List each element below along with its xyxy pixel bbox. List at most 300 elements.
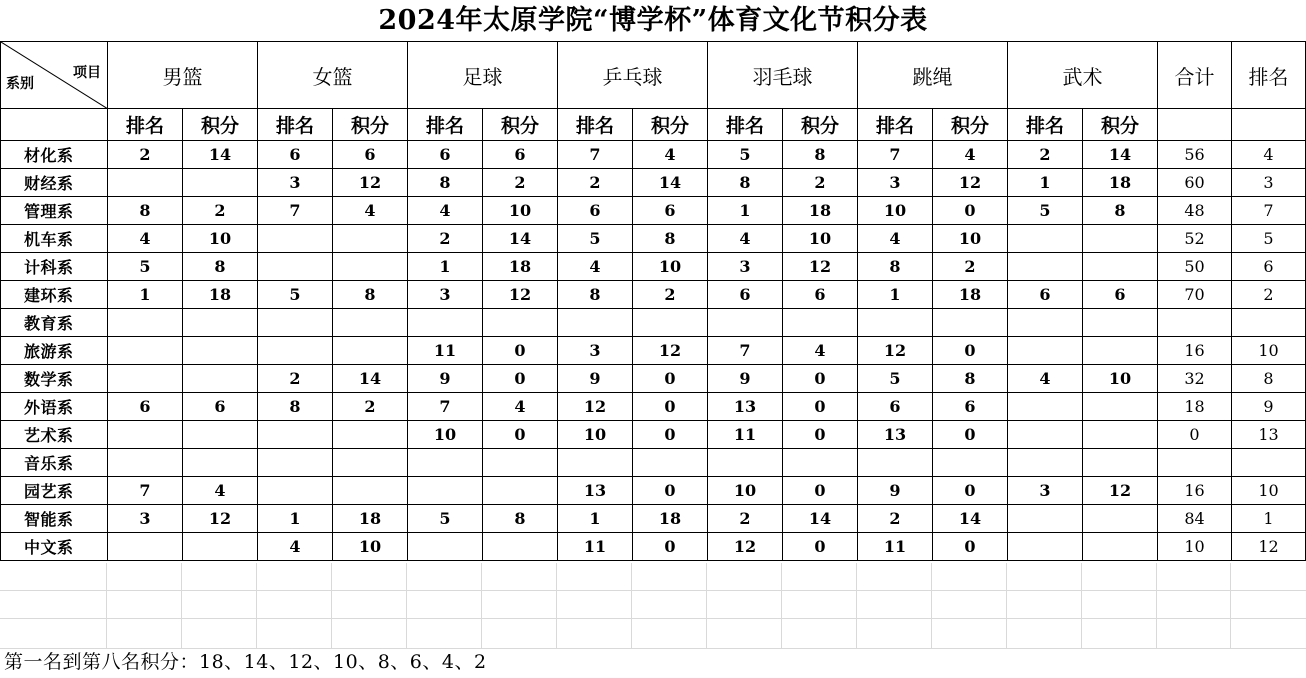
table-row bbox=[1, 281, 1306, 309]
sport-rank-cell[interactable] bbox=[108, 533, 183, 561]
total-cell[interactable]: 70 bbox=[1158, 281, 1232, 309]
dept-name-cell[interactable]: 外语系 bbox=[1, 393, 108, 421]
sport-rank-cell[interactable]: 12 bbox=[708, 533, 783, 561]
sport-score-cell[interactable]: 12 bbox=[783, 253, 858, 281]
sport-rank-cell[interactable]: 3 bbox=[558, 337, 633, 365]
sport-rank-cell[interactable]: 10 bbox=[858, 197, 933, 225]
sport-score-cell[interactable]: 0 bbox=[633, 533, 708, 561]
sport-score-cell[interactable]: 8 bbox=[483, 505, 558, 533]
sport-rank-cell[interactable]: 3 bbox=[858, 169, 933, 197]
sport-score-cell[interactable]: 8 bbox=[633, 225, 708, 253]
subheader-score[interactable]: 积分 bbox=[333, 109, 408, 141]
sport-score-cell[interactable]: 0 bbox=[633, 365, 708, 393]
sport-rank-cell[interactable]: 8 bbox=[108, 197, 183, 225]
corner-dept-label: 系别 bbox=[6, 76, 34, 92]
dept-name-cell[interactable]: 教育系 bbox=[1, 309, 108, 337]
table-row bbox=[1, 197, 1306, 225]
sport-score-cell[interactable]: 2 bbox=[333, 393, 408, 421]
sport-score-cell[interactable]: 4 bbox=[333, 197, 408, 225]
sport-rank-cell[interactable]: 13 bbox=[858, 421, 933, 449]
sport-score-cell[interactable] bbox=[333, 225, 408, 253]
total-cell[interactable]: 32 bbox=[1158, 365, 1232, 393]
sport-rank-cell[interactable]: 5 bbox=[258, 281, 333, 309]
sport-rank-cell[interactable]: 5 bbox=[408, 505, 483, 533]
sport-score-cell[interactable] bbox=[333, 421, 408, 449]
sport-score-cell[interactable]: 12 bbox=[333, 169, 408, 197]
dept-name-cell[interactable]: 艺术系 bbox=[1, 421, 108, 449]
sport-rank-cell[interactable]: 4 bbox=[558, 253, 633, 281]
sport-rank-cell[interactable] bbox=[258, 421, 333, 449]
sport-rank-cell[interactable]: 11 bbox=[858, 533, 933, 561]
table-row bbox=[1, 337, 1306, 365]
sport-rank-cell[interactable]: 4 bbox=[408, 197, 483, 225]
sport-score-cell[interactable]: 8 bbox=[183, 253, 258, 281]
dept-name-cell[interactable]: 中文系 bbox=[1, 533, 108, 561]
sport-score-cell[interactable] bbox=[483, 309, 558, 337]
sport-rank-cell[interactable]: 7 bbox=[258, 197, 333, 225]
sport-score-cell[interactable]: 0 bbox=[633, 421, 708, 449]
sport-score-cell[interactable] bbox=[633, 449, 708, 477]
sport-score-cell[interactable]: 14 bbox=[783, 505, 858, 533]
sport-rank-cell[interactable]: 4 bbox=[1008, 365, 1083, 393]
sport-rank-cell[interactable] bbox=[108, 365, 183, 393]
rank-cell[interactable]: 1 bbox=[1232, 505, 1306, 533]
sport-rank-cell[interactable]: 7 bbox=[708, 337, 783, 365]
sheet-title: 2024年太原学院“博学杯”体育文化节积分表 bbox=[378, 5, 928, 36]
subheader-rank[interactable]: 排名 bbox=[108, 109, 183, 141]
sport-rank-cell[interactable]: 12 bbox=[858, 337, 933, 365]
sport-rank-cell[interactable] bbox=[408, 477, 483, 505]
sport-score-cell[interactable]: 0 bbox=[783, 477, 858, 505]
total-cell[interactable]: 16 bbox=[1158, 477, 1232, 505]
dept-name-cell[interactable]: 材化系 bbox=[1, 141, 108, 169]
rank-cell[interactable]: 8 bbox=[1232, 365, 1306, 393]
sport-rank-cell[interactable] bbox=[108, 309, 183, 337]
sport-score-cell[interactable]: 0 bbox=[783, 421, 858, 449]
rank-cell[interactable] bbox=[1232, 449, 1306, 477]
sport-rank-cell[interactable]: 1 bbox=[1008, 169, 1083, 197]
sport-rank-cell[interactable] bbox=[1008, 253, 1083, 281]
sport-score-cell[interactable]: 0 bbox=[633, 477, 708, 505]
dept-name-cell[interactable]: 数学系 bbox=[1, 365, 108, 393]
sport-score-cell[interactable]: 4 bbox=[633, 141, 708, 169]
sport-score-cell[interactable]: 2 bbox=[933, 253, 1008, 281]
sport-rank-cell[interactable]: 10 bbox=[408, 421, 483, 449]
sport-score-cell[interactable]: 10 bbox=[483, 197, 558, 225]
sport-score-cell[interactable]: 14 bbox=[483, 225, 558, 253]
sport-header-martial-arts[interactable]: 武术 bbox=[1008, 42, 1158, 109]
sport-score-cell[interactable] bbox=[183, 365, 258, 393]
total-cell[interactable]: 84 bbox=[1158, 505, 1232, 533]
sport-rank-cell[interactable]: 2 bbox=[408, 225, 483, 253]
sport-rank-cell[interactable]: 6 bbox=[558, 197, 633, 225]
sport-score-cell[interactable] bbox=[183, 337, 258, 365]
table-row bbox=[1, 477, 1306, 505]
score-table bbox=[0, 41, 1306, 561]
subheader-rank[interactable]: 排名 bbox=[558, 109, 633, 141]
rank-cell[interactable]: 2 bbox=[1232, 281, 1306, 309]
rank-cell[interactable]: 6 bbox=[1232, 253, 1306, 281]
sport-rank-cell[interactable]: 2 bbox=[858, 505, 933, 533]
sport-score-cell[interactable]: 0 bbox=[933, 337, 1008, 365]
sport-rank-cell[interactable]: 9 bbox=[708, 365, 783, 393]
sport-rank-cell[interactable]: 12 bbox=[558, 393, 633, 421]
table-row bbox=[1, 253, 1306, 281]
rank-cell[interactable]: 5 bbox=[1232, 225, 1306, 253]
sport-score-cell[interactable] bbox=[1083, 337, 1158, 365]
sport-score-cell[interactable]: 12 bbox=[483, 281, 558, 309]
sport-score-cell[interactable] bbox=[483, 477, 558, 505]
sport-score-cell[interactable]: 10 bbox=[633, 253, 708, 281]
sport-score-cell[interactable]: 8 bbox=[933, 365, 1008, 393]
sport-rank-cell[interactable] bbox=[1008, 309, 1083, 337]
sport-rank-cell[interactable]: 5 bbox=[708, 141, 783, 169]
sport-score-cell[interactable] bbox=[183, 421, 258, 449]
sport-rank-cell[interactable]: 1 bbox=[408, 253, 483, 281]
rank-cell[interactable]: 12 bbox=[1232, 533, 1306, 561]
table-row bbox=[1, 365, 1306, 393]
sport-score-cell[interactable] bbox=[1083, 309, 1158, 337]
subheader-rank[interactable]: 排名 bbox=[858, 109, 933, 141]
sport-header-football[interactable]: 足球 bbox=[408, 42, 558, 109]
sport-rank-cell[interactable]: 2 bbox=[108, 141, 183, 169]
sport-score-cell[interactable] bbox=[783, 309, 858, 337]
sport-rank-cell[interactable]: 7 bbox=[558, 141, 633, 169]
sport-score-cell[interactable] bbox=[1083, 533, 1158, 561]
total-cell[interactable]: 56 bbox=[1158, 141, 1232, 169]
sport-score-cell[interactable]: 0 bbox=[483, 365, 558, 393]
sport-score-cell[interactable]: 0 bbox=[483, 337, 558, 365]
sport-score-cell[interactable]: 8 bbox=[1083, 197, 1158, 225]
sport-score-cell[interactable]: 2 bbox=[783, 169, 858, 197]
sport-rank-cell[interactable] bbox=[108, 337, 183, 365]
dept-name-cell[interactable]: 机车系 bbox=[1, 225, 108, 253]
total-cell[interactable]: 0 bbox=[1158, 421, 1232, 449]
dept-name-cell[interactable]: 计科系 bbox=[1, 253, 108, 281]
subheader-empty-cell[interactable] bbox=[1158, 109, 1232, 141]
sport-rank-cell[interactable]: 11 bbox=[558, 533, 633, 561]
sport-rank-cell[interactable]: 3 bbox=[1008, 477, 1083, 505]
sport-rank-cell[interactable]: 6 bbox=[1008, 281, 1083, 309]
sport-rank-cell[interactable]: 2 bbox=[258, 365, 333, 393]
rank-cell[interactable]: 10 bbox=[1232, 477, 1306, 505]
sport-rank-cell[interactable]: 4 bbox=[708, 225, 783, 253]
sport-score-cell[interactable] bbox=[1083, 505, 1158, 533]
sport-score-cell[interactable]: 4 bbox=[783, 337, 858, 365]
sport-rank-cell[interactable] bbox=[1008, 505, 1083, 533]
sport-score-cell[interactable] bbox=[933, 309, 1008, 337]
sport-rank-cell[interactable] bbox=[1008, 393, 1083, 421]
sport-rank-cell[interactable] bbox=[108, 449, 183, 477]
sport-score-cell[interactable]: 0 bbox=[783, 533, 858, 561]
sport-rank-cell[interactable] bbox=[408, 533, 483, 561]
table-row bbox=[1, 309, 1306, 337]
sport-rank-cell[interactable]: 11 bbox=[708, 421, 783, 449]
sport-rank-cell[interactable]: 3 bbox=[108, 505, 183, 533]
sport-rank-cell[interactable]: 3 bbox=[708, 253, 783, 281]
sport-rank-cell[interactable]: 11 bbox=[408, 337, 483, 365]
sport-score-cell[interactable] bbox=[183, 449, 258, 477]
sport-score-cell[interactable]: 0 bbox=[933, 477, 1008, 505]
rank-cell[interactable] bbox=[1232, 309, 1306, 337]
sport-rank-cell[interactable]: 8 bbox=[558, 281, 633, 309]
sport-score-cell[interactable] bbox=[483, 533, 558, 561]
rank-cell[interactable]: 4 bbox=[1232, 141, 1306, 169]
corner-header-cell[interactable] bbox=[1, 42, 108, 109]
sport-rank-cell[interactable]: 9 bbox=[858, 477, 933, 505]
sport-rank-cell[interactable]: 6 bbox=[858, 393, 933, 421]
table-row bbox=[1, 449, 1306, 477]
sport-rank-cell[interactable]: 1 bbox=[708, 197, 783, 225]
sport-rank-cell[interactable] bbox=[258, 309, 333, 337]
sport-score-cell[interactable] bbox=[933, 449, 1008, 477]
total-cell[interactable]: 60 bbox=[1158, 169, 1232, 197]
subheader-empty-cell[interactable] bbox=[1, 109, 108, 141]
sport-rank-cell[interactable]: 8 bbox=[408, 169, 483, 197]
sport-rank-cell[interactable]: 2 bbox=[708, 505, 783, 533]
sport-rank-cell[interactable] bbox=[108, 421, 183, 449]
sport-score-cell[interactable]: 10 bbox=[183, 225, 258, 253]
sport-rank-cell[interactable]: 5 bbox=[858, 365, 933, 393]
total-cell[interactable]: 52 bbox=[1158, 225, 1232, 253]
sport-header-badminton[interactable]: 羽毛球 bbox=[708, 42, 858, 109]
sport-score-cell[interactable]: 6 bbox=[633, 197, 708, 225]
dept-name-cell[interactable]: 园艺系 bbox=[1, 477, 108, 505]
sport-score-cell[interactable] bbox=[1083, 393, 1158, 421]
scoring-footnote: 第一名到第八名积分：18、14、12、10、8、6、4、2 bbox=[4, 651, 487, 673]
sport-score-cell[interactable] bbox=[183, 309, 258, 337]
rank-cell[interactable]: 7 bbox=[1232, 197, 1306, 225]
subheader-score[interactable]: 积分 bbox=[483, 109, 558, 141]
sport-score-cell[interactable]: 14 bbox=[333, 365, 408, 393]
sport-score-cell[interactable]: 0 bbox=[783, 393, 858, 421]
sport-rank-cell[interactable]: 8 bbox=[708, 169, 783, 197]
sport-score-cell[interactable]: 18 bbox=[333, 505, 408, 533]
sport-rank-cell[interactable]: 5 bbox=[108, 253, 183, 281]
total-cell[interactable] bbox=[1158, 309, 1232, 337]
sport-score-cell[interactable]: 8 bbox=[783, 141, 858, 169]
sport-score-cell[interactable]: 0 bbox=[633, 393, 708, 421]
sport-rank-cell[interactable] bbox=[408, 309, 483, 337]
sport-rank-cell[interactable] bbox=[258, 253, 333, 281]
sport-score-cell[interactable]: 0 bbox=[483, 421, 558, 449]
sport-rank-cell[interactable]: 1 bbox=[558, 505, 633, 533]
total-cell[interactable]: 18 bbox=[1158, 393, 1232, 421]
sport-score-cell[interactable]: 12 bbox=[183, 505, 258, 533]
sport-rank-cell[interactable]: 4 bbox=[858, 225, 933, 253]
sport-score-cell[interactable]: 14 bbox=[633, 169, 708, 197]
subheader-empty-cell[interactable] bbox=[1232, 109, 1306, 141]
sport-rank-cell[interactable]: 13 bbox=[708, 393, 783, 421]
sport-score-cell[interactable] bbox=[333, 449, 408, 477]
sport-rank-cell[interactable]: 1 bbox=[858, 281, 933, 309]
sport-rank-cell[interactable]: 2 bbox=[1008, 141, 1083, 169]
dept-name-cell[interactable]: 建环系 bbox=[1, 281, 108, 309]
table-row bbox=[1, 421, 1306, 449]
sport-rank-cell[interactable]: 8 bbox=[258, 393, 333, 421]
table-row bbox=[1, 393, 1306, 421]
sport-rank-cell[interactable] bbox=[1008, 421, 1083, 449]
dept-name-cell[interactable]: 音乐系 bbox=[1, 449, 108, 477]
rank-header[interactable]: 排名 bbox=[1232, 42, 1306, 109]
sport-score-cell[interactable]: 12 bbox=[933, 169, 1008, 197]
sport-rank-cell[interactable]: 1 bbox=[258, 505, 333, 533]
sport-score-cell[interactable]: 6 bbox=[783, 281, 858, 309]
sport-score-cell[interactable]: 2 bbox=[483, 169, 558, 197]
sport-score-cell[interactable]: 8 bbox=[333, 281, 408, 309]
sport-score-cell[interactable]: 10 bbox=[333, 533, 408, 561]
sport-rank-cell[interactable]: 7 bbox=[858, 141, 933, 169]
sport-rank-cell[interactable]: 1 bbox=[108, 281, 183, 309]
sport-rank-cell[interactable] bbox=[258, 225, 333, 253]
sport-rank-cell[interactable] bbox=[1008, 449, 1083, 477]
subheader-score[interactable]: 积分 bbox=[633, 109, 708, 141]
subheader-score[interactable]: 积分 bbox=[183, 109, 258, 141]
sport-rank-cell[interactable]: 13 bbox=[558, 477, 633, 505]
sport-score-cell[interactable] bbox=[1083, 253, 1158, 281]
sport-rank-cell[interactable]: 6 bbox=[708, 281, 783, 309]
dept-name-cell[interactable]: 智能系 bbox=[1, 505, 108, 533]
total-cell[interactable]: 48 bbox=[1158, 197, 1232, 225]
sport-rank-cell[interactable]: 4 bbox=[258, 533, 333, 561]
sport-rank-cell[interactable]: 8 bbox=[858, 253, 933, 281]
sport-score-cell[interactable] bbox=[183, 169, 258, 197]
sport-rank-cell[interactable] bbox=[258, 337, 333, 365]
sport-score-cell[interactable]: 6 bbox=[183, 393, 258, 421]
sport-score-cell[interactable]: 14 bbox=[1083, 141, 1158, 169]
sport-rank-cell[interactable] bbox=[1008, 337, 1083, 365]
total-cell[interactable]: 10 bbox=[1158, 533, 1232, 561]
sport-score-cell[interactable]: 6 bbox=[933, 393, 1008, 421]
sport-score-cell[interactable] bbox=[1083, 449, 1158, 477]
table-row bbox=[1, 533, 1306, 561]
table-row bbox=[1, 505, 1306, 533]
dept-name-cell[interactable]: 旅游系 bbox=[1, 337, 108, 365]
sport-rank-cell[interactable] bbox=[708, 449, 783, 477]
sport-score-cell[interactable]: 0 bbox=[933, 533, 1008, 561]
sport-rank-cell[interactable] bbox=[708, 309, 783, 337]
dept-name-cell[interactable]: 财经系 bbox=[1, 169, 108, 197]
sport-score-cell[interactable] bbox=[183, 533, 258, 561]
sport-rank-cell[interactable] bbox=[108, 169, 183, 197]
sport-rank-cell[interactable]: 4 bbox=[108, 225, 183, 253]
sport-score-cell[interactable] bbox=[333, 309, 408, 337]
subheader-rank[interactable]: 排名 bbox=[708, 109, 783, 141]
subheader-rank[interactable]: 排名 bbox=[1008, 109, 1083, 141]
sport-score-cell[interactable] bbox=[333, 477, 408, 505]
rank-cell[interactable]: 10 bbox=[1232, 337, 1306, 365]
sport-rank-cell[interactable]: 3 bbox=[408, 281, 483, 309]
sport-score-cell[interactable]: 18 bbox=[783, 197, 858, 225]
sport-rank-cell[interactable]: 9 bbox=[408, 365, 483, 393]
sport-rank-cell[interactable]: 6 bbox=[258, 141, 333, 169]
sport-rank-cell[interactable]: 9 bbox=[558, 365, 633, 393]
sport-score-cell[interactable]: 0 bbox=[783, 365, 858, 393]
sport-score-cell[interactable]: 10 bbox=[1083, 365, 1158, 393]
dept-name-cell[interactable]: 管理系 bbox=[1, 197, 108, 225]
sport-rank-cell[interactable] bbox=[558, 309, 633, 337]
sport-rank-cell[interactable] bbox=[408, 449, 483, 477]
subheader-score[interactable]: 积分 bbox=[1083, 109, 1158, 141]
empty-grid-area bbox=[0, 563, 1306, 649]
sport-score-cell[interactable]: 14 bbox=[183, 141, 258, 169]
sport-header-table-tennis[interactable]: 乒乓球 bbox=[558, 42, 708, 109]
sport-score-cell[interactable]: 4 bbox=[933, 141, 1008, 169]
sport-score-cell[interactable]: 2 bbox=[183, 197, 258, 225]
sport-score-cell[interactable]: 18 bbox=[633, 505, 708, 533]
sport-score-cell[interactable]: 2 bbox=[633, 281, 708, 309]
sport-score-cell[interactable] bbox=[483, 449, 558, 477]
sport-rank-cell[interactable] bbox=[858, 449, 933, 477]
corner-item-label: 项目 bbox=[73, 65, 101, 81]
sport-rank-cell[interactable]: 6 bbox=[108, 393, 183, 421]
sport-header-men-basketball[interactable]: 男篮 bbox=[108, 42, 258, 109]
subheader-score[interactable]: 积分 bbox=[783, 109, 858, 141]
sport-score-cell[interactable]: 12 bbox=[633, 337, 708, 365]
sport-rank-cell[interactable]: 2 bbox=[558, 169, 633, 197]
rank-cell[interactable]: 13 bbox=[1232, 421, 1306, 449]
sport-rank-cell[interactable]: 7 bbox=[108, 477, 183, 505]
sport-score-cell[interactable]: 6 bbox=[333, 141, 408, 169]
sport-score-cell[interactable]: 12 bbox=[1083, 477, 1158, 505]
sport-score-cell[interactable]: 6 bbox=[1083, 281, 1158, 309]
sport-score-cell[interactable] bbox=[1083, 225, 1158, 253]
sport-rank-cell[interactable]: 10 bbox=[708, 477, 783, 505]
sport-score-cell[interactable]: 4 bbox=[183, 477, 258, 505]
sport-score-cell[interactable]: 18 bbox=[483, 253, 558, 281]
subheader-rank[interactable]: 排名 bbox=[408, 109, 483, 141]
sport-rank-cell[interactable]: 3 bbox=[258, 169, 333, 197]
rank-cell[interactable]: 9 bbox=[1232, 393, 1306, 421]
sport-score-cell[interactable] bbox=[333, 253, 408, 281]
sport-header-women-basketball[interactable]: 女篮 bbox=[258, 42, 408, 109]
subheader-rank[interactable]: 排名 bbox=[258, 109, 333, 141]
subheader-score[interactable]: 积分 bbox=[933, 109, 1008, 141]
total-header[interactable]: 合计 bbox=[1158, 42, 1232, 109]
sport-score-cell[interactable] bbox=[633, 309, 708, 337]
sport-score-cell[interactable] bbox=[1083, 421, 1158, 449]
sport-rank-cell[interactable]: 5 bbox=[1008, 197, 1083, 225]
sport-score-cell[interactable]: 0 bbox=[933, 421, 1008, 449]
sport-score-cell[interactable]: 10 bbox=[783, 225, 858, 253]
sport-score-cell[interactable]: 10 bbox=[933, 225, 1008, 253]
sport-rank-cell[interactable]: 7 bbox=[408, 393, 483, 421]
rank-cell[interactable]: 3 bbox=[1232, 169, 1306, 197]
sport-rank-cell[interactable] bbox=[258, 477, 333, 505]
sport-rank-cell[interactable]: 5 bbox=[558, 225, 633, 253]
sport-rank-cell[interactable] bbox=[258, 449, 333, 477]
sport-score-cell[interactable]: 14 bbox=[933, 505, 1008, 533]
sport-rank-cell[interactable] bbox=[1008, 225, 1083, 253]
sport-score-cell[interactable]: 4 bbox=[483, 393, 558, 421]
sport-score-cell[interactable] bbox=[333, 337, 408, 365]
sport-score-cell[interactable]: 18 bbox=[933, 281, 1008, 309]
sport-score-cell[interactable]: 0 bbox=[933, 197, 1008, 225]
sport-score-cell[interactable]: 6 bbox=[483, 141, 558, 169]
sport-rank-cell[interactable] bbox=[858, 309, 933, 337]
sport-score-cell[interactable]: 18 bbox=[1083, 169, 1158, 197]
sport-score-cell[interactable] bbox=[783, 449, 858, 477]
sport-score-cell[interactable]: 18 bbox=[183, 281, 258, 309]
total-cell[interactable] bbox=[1158, 449, 1232, 477]
total-cell[interactable]: 50 bbox=[1158, 253, 1232, 281]
total-cell[interactable]: 16 bbox=[1158, 337, 1232, 365]
sport-rank-cell[interactable]: 6 bbox=[408, 141, 483, 169]
sport-rank-cell[interactable]: 10 bbox=[558, 421, 633, 449]
sport-rank-cell[interactable] bbox=[1008, 533, 1083, 561]
sport-rank-cell[interactable] bbox=[558, 449, 633, 477]
sport-header-rope-skipping[interactable]: 跳绳 bbox=[858, 42, 1008, 109]
